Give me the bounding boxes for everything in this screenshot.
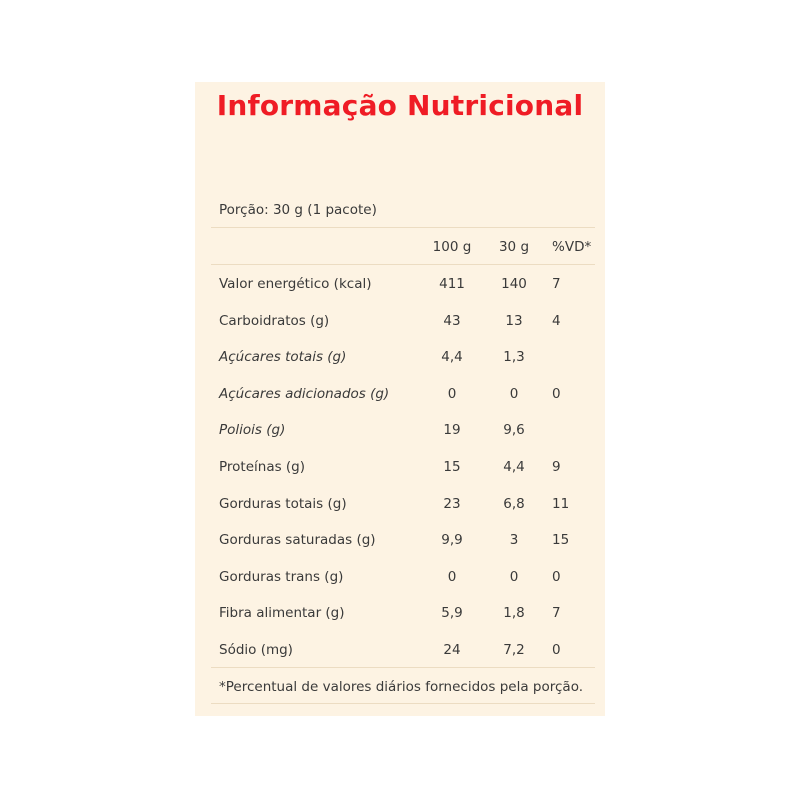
table-row: [195, 420, 605, 440]
value-per-portion: 140: [501, 276, 527, 292]
value-per-100g: 5,9: [441, 605, 463, 622]
nutrient-label: Fibra alimentar (g): [219, 605, 345, 622]
value-per-100g: 4,4: [441, 349, 463, 366]
daily-value-percent: 4: [552, 312, 561, 329]
footnote: *Percentual de valores diários fornecidos pela porção.: [219, 679, 584, 695]
value-per-portion: 0: [509, 568, 519, 585]
page-title: Informação Nutricional: [216, 89, 584, 122]
nutrition-facts-card: [195, 82, 605, 716]
value-per-100g: 43: [443, 312, 461, 329]
nutrient-label: Proteínas (g): [219, 459, 306, 475]
daily-value-percent: 15: [552, 532, 570, 549]
value-per-100g: 0: [447, 568, 457, 585]
table-row: [195, 603, 605, 623]
value-per-100g: 15: [443, 459, 461, 475]
daily-value-percent: 7: [552, 605, 561, 622]
daily-value-percent: 0: [552, 568, 561, 585]
column-header-100g: 100 g: [432, 239, 472, 255]
value-per-100g: 24: [443, 642, 461, 658]
table-row: [195, 457, 605, 477]
column-header-vd: %VD*: [552, 239, 592, 255]
nutrient-label: Gorduras totais (g): [219, 495, 347, 512]
daily-value-percent: 9: [552, 459, 561, 475]
nutrient-label: Sódio (mg): [219, 642, 293, 658]
value-per-portion: 13: [505, 312, 523, 329]
value-per-portion: 4,4: [503, 459, 525, 475]
nutrient-label: Gorduras trans (g): [219, 568, 344, 585]
divider: [211, 264, 595, 265]
column-header-30g: 30 g: [498, 239, 530, 255]
value-per-100g: 411: [439, 276, 465, 292]
value-per-portion: 0: [509, 385, 519, 402]
table-row: [195, 494, 605, 514]
nutrient-label: Gorduras saturadas (g): [219, 532, 376, 549]
divider: [211, 703, 595, 704]
divider: [211, 667, 595, 668]
divider: [211, 227, 595, 228]
daily-value-percent: 11: [552, 495, 570, 512]
daily-value-percent: 0: [552, 642, 561, 658]
value-per-100g: 19: [443, 422, 461, 439]
nutrient-label: Poliois (g): [219, 422, 286, 439]
table-row: [195, 384, 605, 404]
value-per-portion: 9,6: [503, 422, 525, 439]
table-row: [195, 347, 605, 367]
value-per-100g: 23: [443, 495, 461, 512]
daily-value-percent: 7: [552, 276, 561, 292]
daily-value-percent: 0: [552, 385, 561, 402]
value-per-portion: 7,2: [503, 642, 525, 658]
nutrient-label: Açúcares adicionados (g): [219, 385, 390, 402]
nutrient-label: Açúcares totais (g): [219, 349, 347, 366]
table-row: [195, 530, 605, 550]
value-per-portion: 1,8: [503, 605, 525, 622]
nutrient-label: Valor energético (kcal): [219, 276, 372, 292]
value-per-portion: 1,3: [503, 349, 525, 366]
table-row: [195, 274, 605, 294]
value-per-portion: 3: [509, 532, 519, 549]
table-row: [195, 640, 605, 660]
value-per-100g: 0: [447, 385, 457, 402]
nutrient-label: Carboidratos (g): [219, 312, 330, 329]
table-row: [195, 311, 605, 331]
value-per-100g: 9,9: [441, 532, 463, 549]
table-row: [195, 567, 605, 587]
value-per-portion: 6,8: [503, 495, 525, 512]
portion-size: Porção: 30 g (1 pacote): [219, 202, 377, 218]
